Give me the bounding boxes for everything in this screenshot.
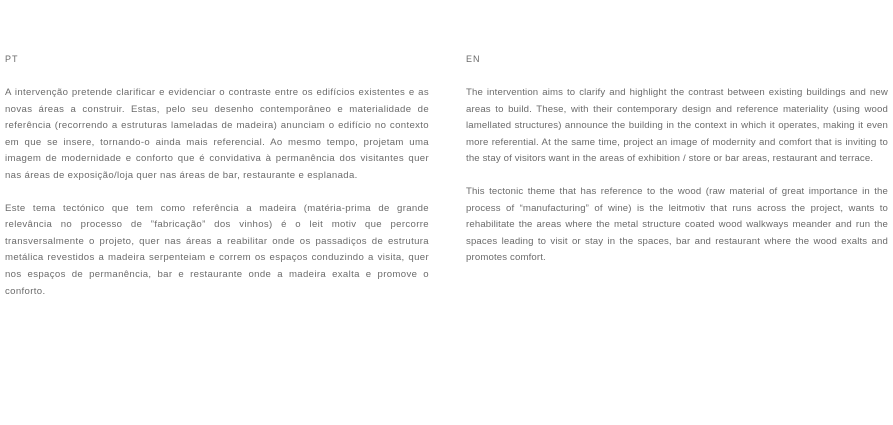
pt-paragraph-2: Este tema tectónico que tem como referência a madeira (matéria-prima de grande relevância no processo de ”fabricação” dos vinhos) é o leit motiv que percorre transversalmente o projeto, quer nas áreas a reabilitar onde os passadiços de estrutura metálica revestidos a madeira serpenteiam e correm os espaços conduzindo a visita, quer nos espaços de permanência, bar e restaurante onde a madeira exalta e promove o conforto. — [5, 202, 429, 297]
pt-paragraph-1: A intervenção pretende clarificar e evidenciar o contraste entre os edifícios existentes e as novas áreas a construir. Estas, pelo seu desenho contemporâneo e materialidade de referência (recorrendo a estruturas lameladas de madeira) anunciam o edifício no contexto em que se insere, tornando-o ainda mais referencial. Ao mesmo tempo, projetam uma imagem de modernidade e conforto que é convidativa à permanência dos visitantes quer nas áreas de exposição/loja quer nas áreas de bar, restaurante e esplanada. — [5, 87, 429, 181]
en-paragraph-2: This tectonic theme that has reference to the wood (raw material of great importance in the process of “manufacturing” of wine) is the leitmotiv that runs across the project, wants to rehabilitate the areas where the metal structure coated wood walkways meander and run the spaces leading to visit or stay in the spaces, bar and restaurant where the wood exalts and promotes comfort. — [466, 185, 888, 264]
en-paragraph-1: The intervention aims to clarify and highlight the contrast between existing buildings and new areas to build. These, with their contemporary design and reference materiality (using wood lamellated structures) announce the building in the context in which it operates, making it even more referential. At the same time, project an image of modernity and comfort that is inviting to the stay of visitors want in the areas of exhibition / store or bar areas, restaurant and terrace. — [466, 87, 888, 165]
language-label-en: EN — [466, 54, 481, 64]
portuguese-column — [5, 53, 429, 316]
language-label-pt: PT — [5, 54, 19, 64]
english-column — [466, 53, 888, 283]
